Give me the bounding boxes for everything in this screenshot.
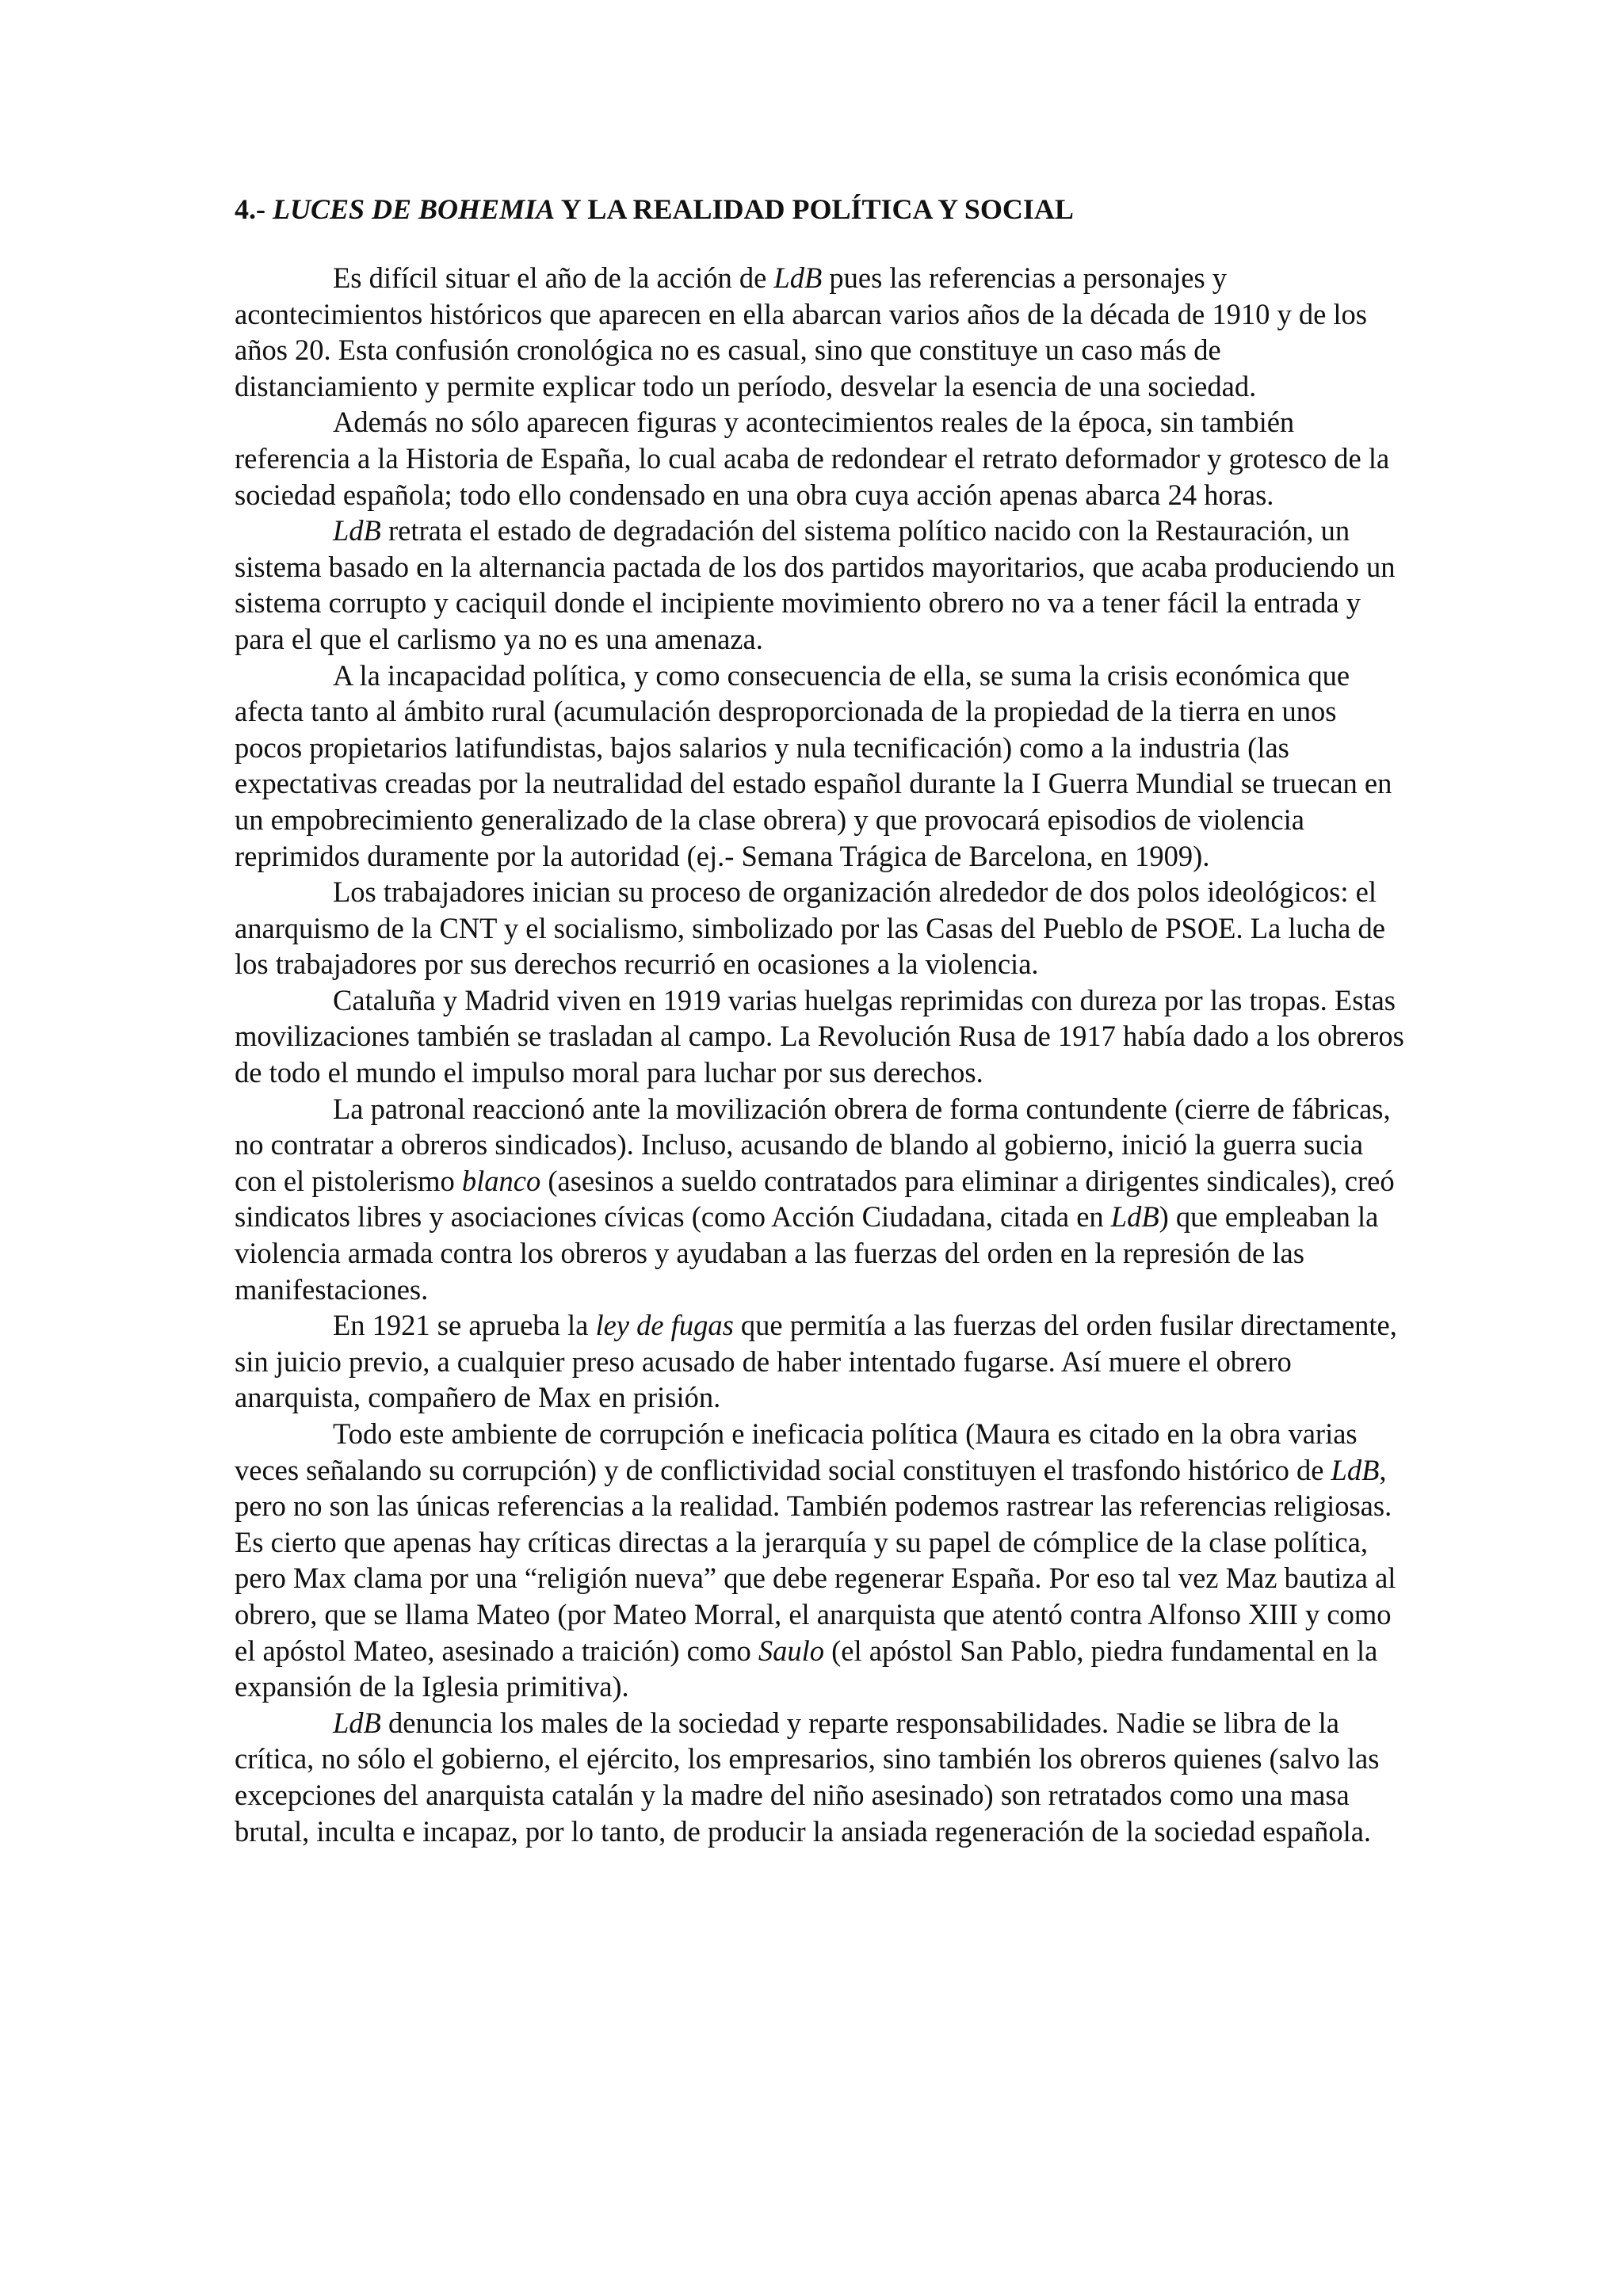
paragraph-text: retrata el estado de degradación del sistema político nacido con la Restauración, un sistema basado en la alternancia pactada de los dos partidos mayoritarios, que acaba produciendo un sistema corrupto y caciquil donde el incipiente movimiento obrero no va a tener fácil la entrada y para el que el carlismo ya no es una amenaza.: [235, 514, 1396, 655]
paragraph: [235, 260, 1407, 404]
paragraph-text: pues las referencias a personajes y acontecimientos históricos que aparecen en ella abarcan varios años de la década de 1910 y de los años 20. Esta confusión cronológica no es casual, sino que constituye un caso más de distanciamiento y permite explicar todo un período, desvelar la esencia de una sociedad.: [235, 261, 1367, 402]
paragraph-text: En 1921 se aprueba la: [333, 1309, 596, 1342]
italic-text: blanco: [461, 1164, 541, 1197]
paragraph: [235, 513, 1407, 657]
paragraph-text: que permitía a las fuerzas del orden fusilar directamente, sin juicio previo, a cualquier preso acusado de haber intentado fugarse. Así muere el obrero anarquista, compañero de Max en prisión.: [235, 1309, 1397, 1414]
paragraph-list: [235, 260, 1407, 1849]
paragraph-text: A la incapacidad política, y como consecuencia de ella, se suma la crisis económica que afecta tanto al ámbito rural (acumulación desproporcionada de la propiedad de la tierra en unos pocos propietarios latifundistas, bajos salarios y nula tecnificación) como a la industria (las expectativas creadas por la neutralidad del estado español durante la I Guerra Mundial se truecan en un empobrecimiento generalizado de la clase obrera) y que provocará episodios de violencia reprimidos duramente por la autoridad (ej.- Semana Trágica de Barcelona, en 1909).: [235, 658, 1392, 872]
paragraph-text: Todo este ambiente de corrupción e ineficacia política (Maura es citado en la obra varias veces señalando su corrupción) y de conflictividad social constituyen el trasfondo histórico de: [235, 1417, 1358, 1486]
paragraph-text: Los trabajadores inician su proceso de organización alrededor de dos polos ideológicos: el anarquismo de la CNT y el socialismo, simbolizado por las Casas del Pueblo de PSOE. La lucha de los trabajadores por sus derechos recurrió en ocasiones a la violencia.: [235, 875, 1385, 981]
section-title: [235, 190, 1407, 228]
italic-text: LdB: [1110, 1200, 1159, 1234]
document-body: [235, 190, 1407, 1849]
paragraph: [235, 404, 1407, 513]
italic-text: Saulo: [758, 1634, 825, 1667]
paragraph: [235, 1307, 1407, 1416]
paragraph-text: (el apóstol San Pablo, piedra fundamental en la expansión de la Iglesia primitiva).: [235, 1634, 1378, 1703]
paragraph: [235, 1091, 1407, 1308]
paragraph-text: , pero no son las únicas referencias a la realidad. También podemos rastrear las referencias religiosas. Es cierto que apenas hay críticas directas a la jerarquía y su papel de cómplice de la clase política, pero Max clama por una “religión nueva” que debe regenerar España. Por eso tal vez Maz bautiza al obrero, que se llama Mateo (por Mateo Morral, el anarquista que atentó contra Alfonso XIII y como el apóstol Mateo, asesinado a traición) como: [235, 1453, 1396, 1667]
paragraph: [235, 658, 1407, 875]
italic-text: LdB: [773, 261, 823, 294]
paragraph-text: denuncia los males de la sociedad y reparte responsabilidades. Nadie se libra de la crítica, no sólo el gobierno, el ejército, los empresarios, sino también los obreros quienes (salvo las excepciones del anarquista catalán y la madre del niño asesinado) son retratados como una masa brutal, inculta e incapaz, por lo tanto, de producir la ansiada regeneración de la sociedad española.: [235, 1706, 1380, 1848]
title-suffix: Y LA REALIDAD POLÍTICA Y SOCIAL: [555, 193, 1074, 225]
paragraph-text: ) que empleaban la violencia armada contra los obreros y ayudaban a las fuerzas del orden en la represión de las manifestaciones.: [235, 1200, 1379, 1306]
paragraph-text: Es difícil situar el año de la acción de: [333, 261, 774, 294]
italic-text: ley de fugas: [595, 1309, 734, 1342]
title-prefix: 4.-: [235, 193, 273, 225]
italic-text: LdB: [1331, 1453, 1380, 1486]
paragraph-text: La patronal reaccionó ante la movilización obrera de forma contundente (cierre de fábricas, no contratar a obreros sindicados). Incluso, acusando de blando al gobierno, inició la guerra sucia con el pistolerismo: [235, 1092, 1391, 1197]
paragraph-text: Además no sólo aparecen figuras y acontecimientos reales de la época, sin también referencia a la Historia de España, lo cual acaba de redondear el retrato deformador y grotesco de la sociedad española; todo ello condensado en una obra cuya acción apenas abarca 24 horas.: [235, 406, 1390, 511]
italic-text: LdB: [333, 514, 381, 547]
paragraph: [235, 874, 1407, 982]
title-italic: LUCES DE BOHEMIA: [273, 193, 556, 225]
italic-text: LdB: [333, 1706, 381, 1739]
paragraph: [235, 1416, 1407, 1705]
paragraph-text: Cataluña y Madrid viven en 1919 varias huelgas reprimidas con dureza por las tropas. Estas movilizaciones también se trasladan al campo. La Revolución Rusa de 1917 había dado a los obreros de todo el mundo el impulso moral para luchar por sus derechos.: [235, 983, 1404, 1089]
paragraph: [235, 1705, 1407, 1849]
paragraph-text: (asesinos a sueldo contratados para eliminar a dirigentes sindicales), creó sindicatos libres y asociaciones cívicas (como Acción Ciudadana, citada en: [235, 1164, 1395, 1234]
paragraph: [235, 982, 1407, 1091]
